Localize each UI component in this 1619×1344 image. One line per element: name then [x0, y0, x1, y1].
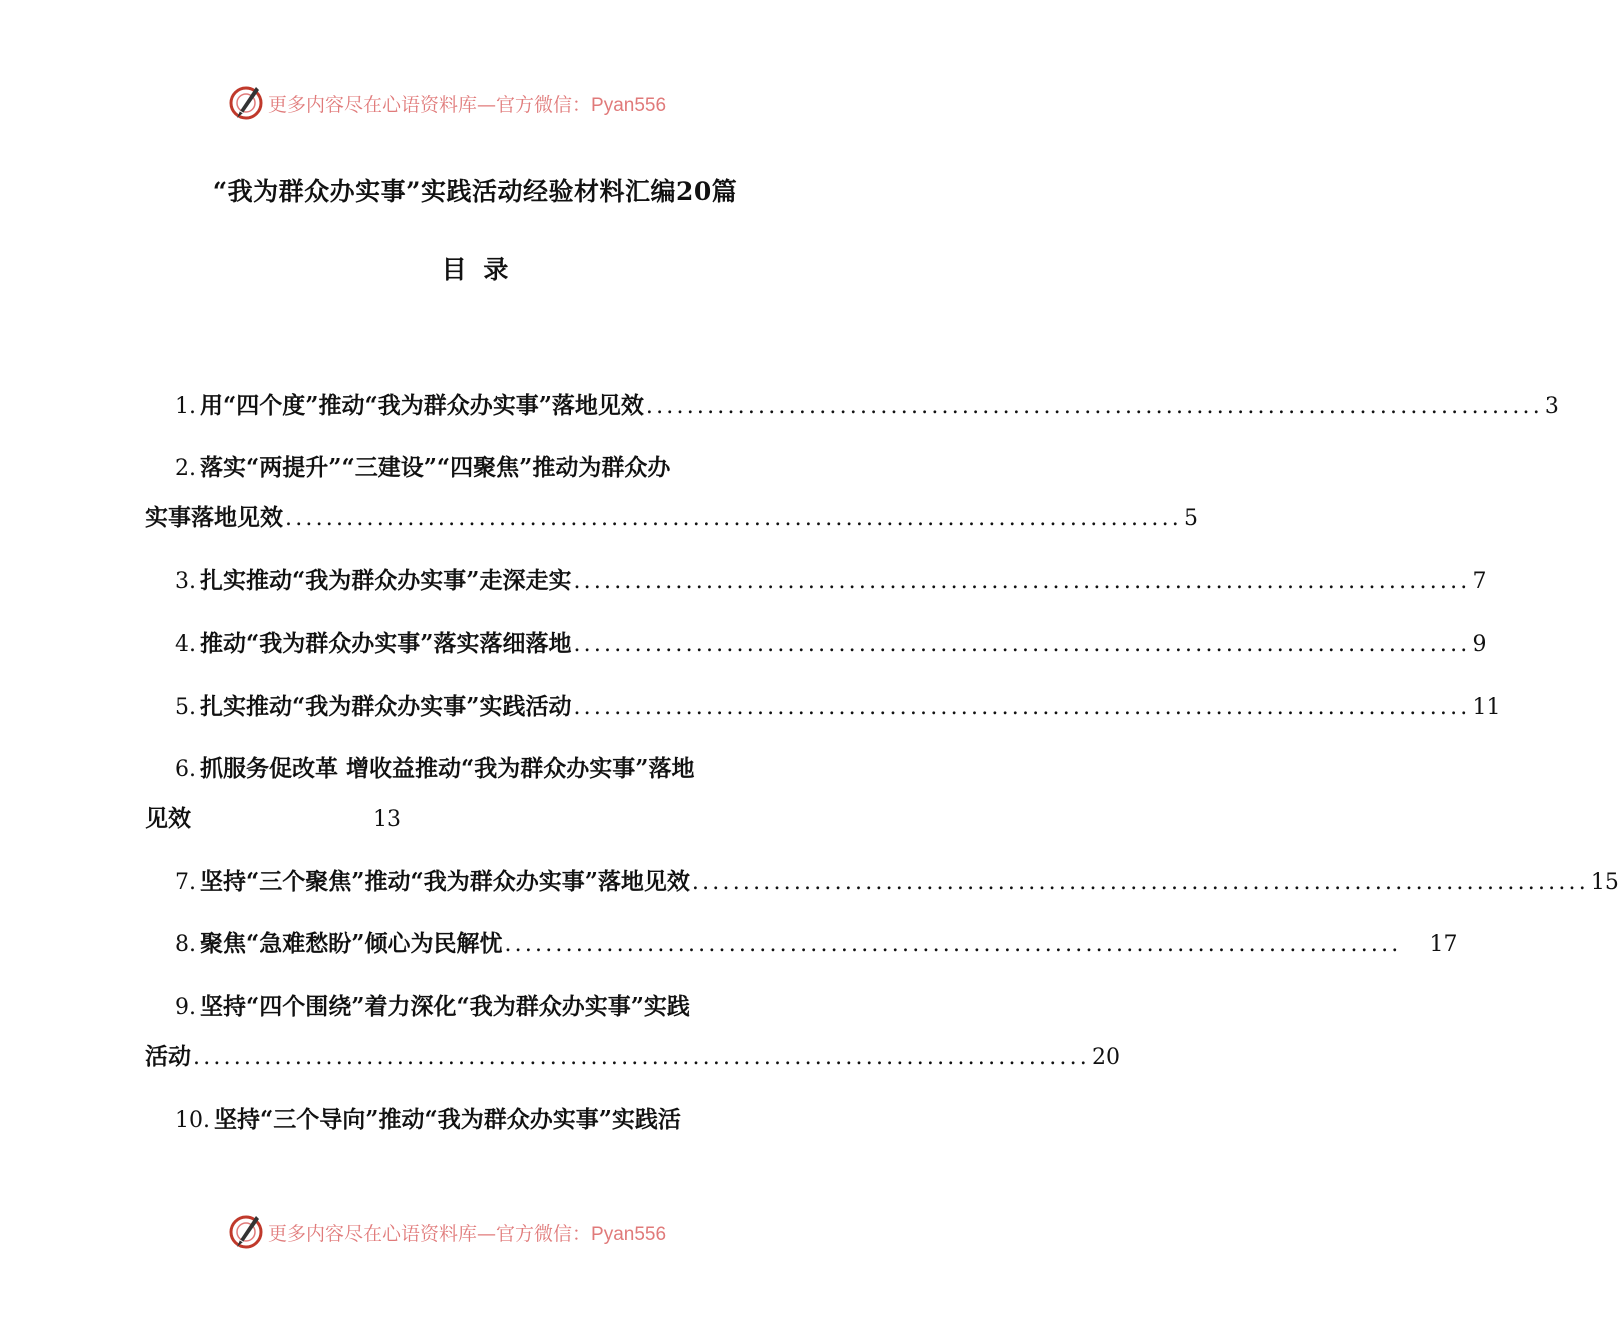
toc-entry-4[interactable]: 4. 推动“我为群众办实事”落实落细落地 ........................................................................................ 9 — [175, 627, 860, 661]
toc-entry-7[interactable]: 7. 坚持“三个聚焦”推动“我为群众办实事”落地见效 ........................................................................................ 15 — [175, 865, 860, 899]
leader-dots: ........................................................................................ — [573, 632, 1471, 657]
toc-page-number: 3 — [1544, 394, 1559, 419]
toc-entry-text: 扎实推动“我为群众办实事”走深走实 — [200, 567, 572, 594]
toc-page-number: 13 — [373, 807, 401, 832]
toc-page-number: 5 — [1184, 506, 1198, 531]
leader-dots: ........................................................................................ — [691, 870, 1589, 895]
toc-entry-3[interactable]: 3. 扎实推动“我为群众办实事”走深走实 ........................................................................................ 7 — [175, 564, 860, 598]
toc-entry-10[interactable]: 10. 坚持“三个导向”推动“我为群众办实事”实践活 — [175, 1103, 681, 1137]
toc-page-number: 20 — [1092, 1045, 1120, 1070]
toc-page-number: 17 — [1429, 932, 1458, 957]
toc-entry-9-continued[interactable] — [145, 1040, 1120, 1074]
toc-entry-5[interactable]: 5. 扎实推动“我为群众办实事”实践活动 ........................................................................................ 11 — [175, 690, 860, 724]
toc-page-number: 15 — [1590, 870, 1619, 895]
toc-entry-text: 落实“两提升”“三建设”“四聚焦”推动为群众办 — [200, 454, 671, 481]
toc-entry-9[interactable]: 9. 坚持“四个围绕”着力深化“我为群众办实事”实践 — [175, 990, 690, 1024]
toc-entry-text: 推动“我为群众办实事”落实落细落地 — [200, 630, 572, 657]
leader-dots: ........................................................................................ — [645, 394, 1543, 419]
watermark-header — [226, 83, 666, 123]
toc-entry-6[interactable]: 6. 抓服务促改革 增收益推动“我为群众办实事”落地 — [175, 752, 694, 786]
toc-entry-text: 坚持“三个聚焦”推动“我为群众办实事”落地见效 — [200, 868, 690, 895]
toc-entry-text: 实事落地见效 — [145, 504, 283, 531]
toc-entry-text: 用“四个度”推动“我为群众办实事”落地见效 — [200, 392, 644, 419]
document-title: “我为群众办实事”实践活动经验材料汇编20篇 — [212, 177, 738, 206]
toc-entry-text: 坚持“四个围绕”着力深化“我为群众办实事”实践 — [200, 993, 690, 1020]
leader-dots: ........................................................................................ — [573, 569, 1471, 594]
toc-entry-6-continued[interactable] — [145, 802, 401, 836]
watermark-text: 更多内容尽在心语资料库—官方微信：Pyan556 — [268, 93, 667, 116]
watermark-footer — [226, 1212, 666, 1252]
toc-entry-text: 坚持“三个导向”推动“我为群众办实事”实践活 — [214, 1106, 681, 1133]
toc-entry-1[interactable]: 1. 用“四个度”推动“我为群众办实事”落地见效 ........................................................................................ 3 — [175, 389, 860, 423]
toc-entry-text: 倾心为民解忧 — [364, 930, 503, 957]
toc-entry-text: 见效 — [145, 805, 191, 832]
toc-entry-text: 聚焦“急难愁盼” — [200, 930, 365, 957]
leader-dots: ........................................................................................ — [193, 1045, 1090, 1070]
pen-logo-icon — [226, 83, 266, 123]
toc-entry-2[interactable]: 2. 落实“两提升”“三建设”“四聚焦”推动为群众办 — [175, 451, 670, 485]
toc-page-number: 9 — [1472, 632, 1487, 657]
toc-heading: 目 录 — [441, 255, 509, 284]
leader-dots: ........................................................................................ — [285, 506, 1182, 531]
leader-dots: ........................................................................................ — [573, 695, 1471, 720]
toc-page-number: 11 — [1472, 695, 1501, 720]
toc-entry-text: 活动 — [145, 1043, 191, 1070]
toc-entry-text: 扎实推动“我为群众办实事”实践活动 — [200, 693, 572, 720]
toc-entry-2-continued[interactable] — [145, 501, 1198, 535]
watermark-text: 更多内容尽在心语资料库—官方微信：Pyan556 — [268, 1222, 667, 1245]
toc-entry-text: 抓服务促改革 增收益推动“我为群众办实事”落地 — [200, 755, 695, 782]
leader-dots: ........................................................................................ — [504, 932, 1402, 957]
pen-logo-icon — [226, 1212, 266, 1252]
toc-page-number: 7 — [1472, 569, 1487, 594]
toc-entry-8[interactable]: 8. 聚焦“急难愁盼” 倾心为民解忧 ........................................................................................ 17 — [175, 927, 908, 961]
